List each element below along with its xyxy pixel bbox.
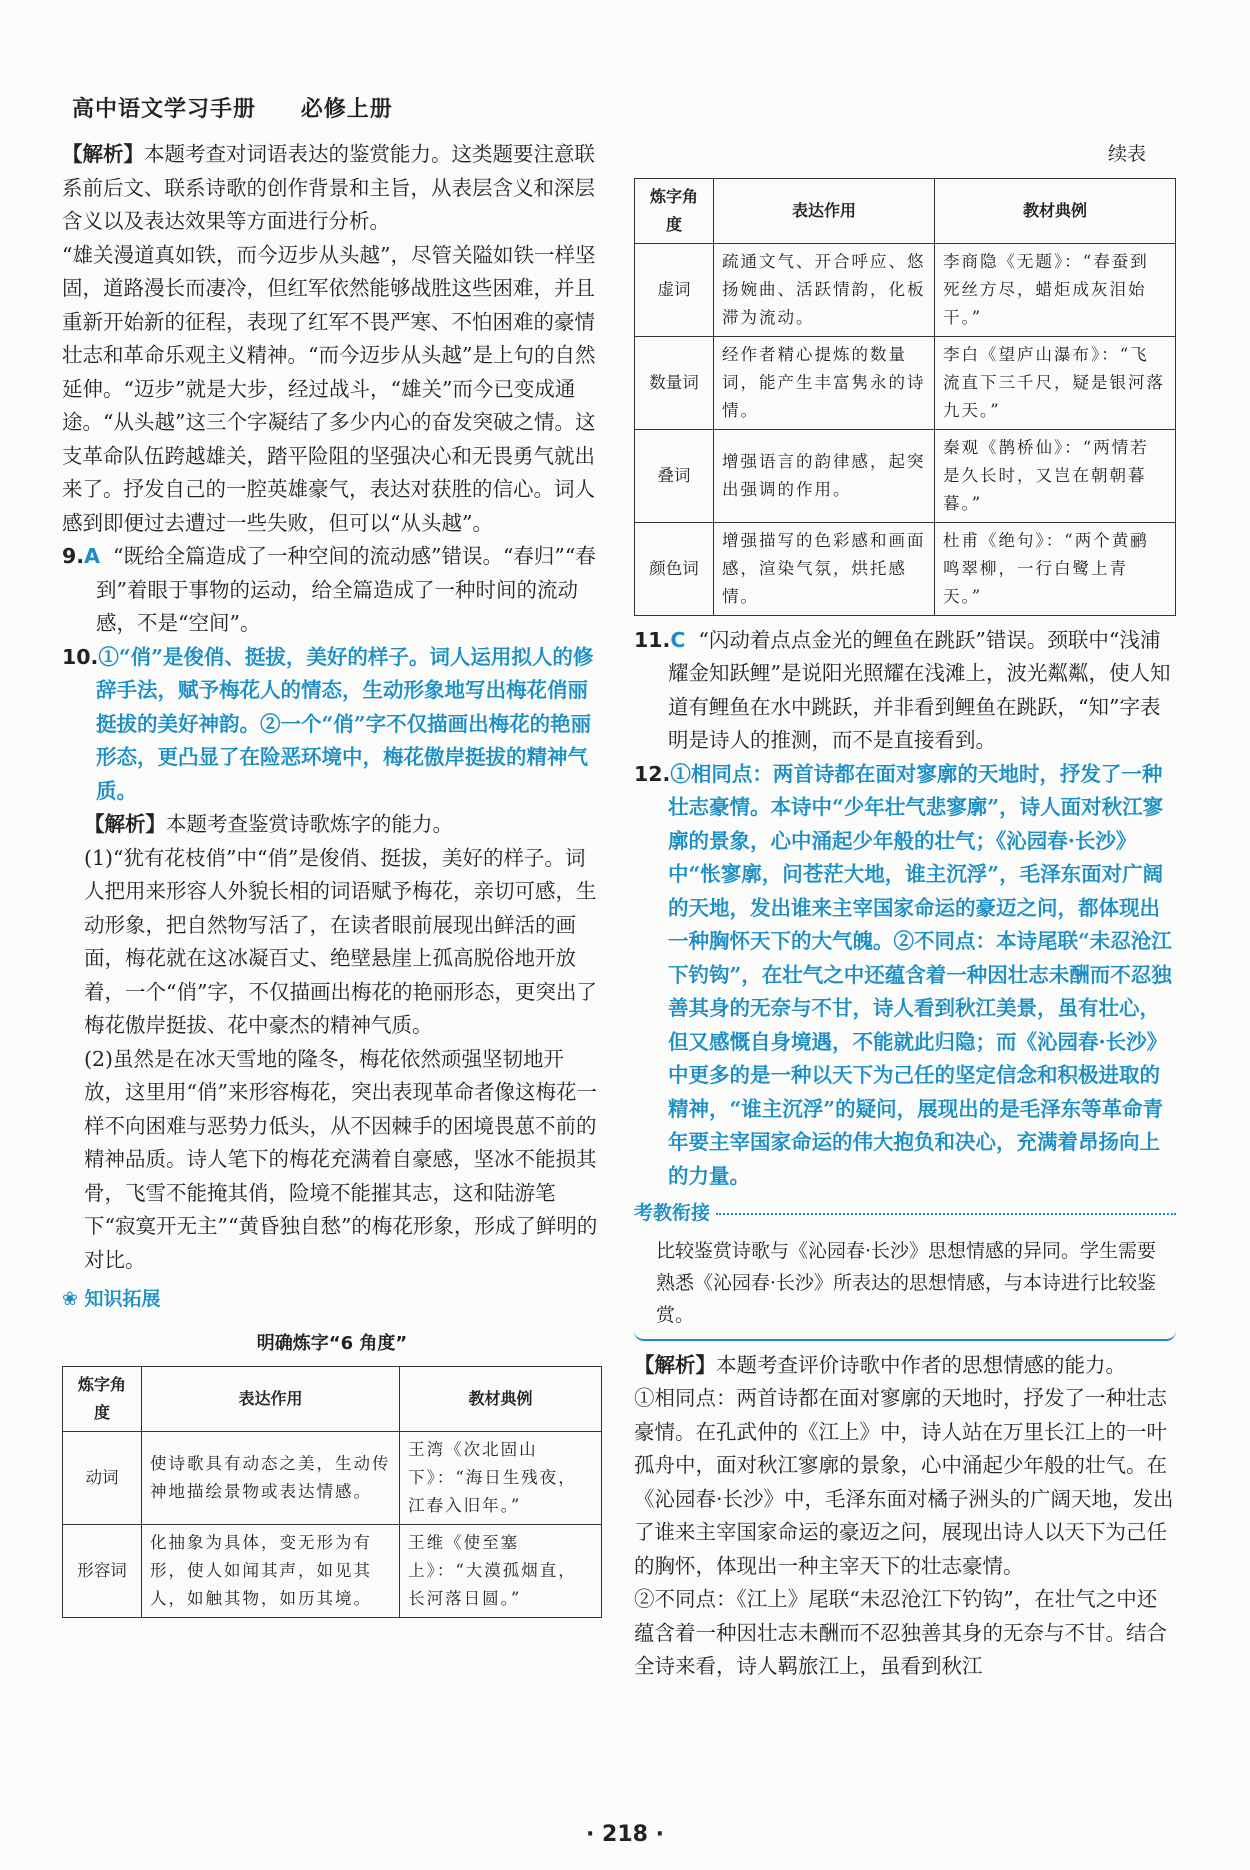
angle-cell: 动词 <box>63 1432 142 1525</box>
table-header-cell: 炼字角度 <box>635 178 714 243</box>
table-row <box>635 522 1176 615</box>
angle-cell: 颜色词 <box>635 522 714 615</box>
lianzi-table <box>62 1366 602 1618</box>
table-title: 明确炼字“6 角度” <box>256 1332 408 1354</box>
angle-cell: 叠词 <box>635 429 714 522</box>
example-cell: 王维《使至塞上》：“大漠孤烟直，长河落日圆。” <box>400 1525 602 1618</box>
table-header-row <box>635 178 1176 243</box>
knowledge-extension-label: 知识拓展 <box>84 1288 161 1310</box>
effect-cell: 增强语言的韵律感，起突出强调的作用。 <box>714 429 935 522</box>
q10-analysis-point-1: (1)“犹有花枝俏”中“俏”是俊俏、挺拔，美好的样子。词人把用来形容人外貌长相的词语赋予梅花，亲切可感，生动形象，把自然物写活了，在读者眼前展现出鲜活的画面，梅花就在这冰凝百丈、绝壁悬崖上孤高脱俗地开放着，一个“俏”字，不仅描画出梅花的艳丽形态，更突出了梅花傲岸挺拔、花中豪杰的精神气质。 <box>84 845 597 1037</box>
example-cell: 秦观《鹊桥仙》：“两情若是久长时，又岂在朝朝暮暮。” <box>935 429 1176 522</box>
book-title: 高中语文学习手册 <box>72 97 257 122</box>
kaojiao-text: 比较鉴赏诗歌与《沁园春·长沙》思想情感的异同。学生需要熟悉《沁园春·长沙》所表达的思想情感，与本诗进行比较鉴赏。 <box>656 1239 1157 1326</box>
analysis-text: 本题考查评价诗歌中作者的思想情感的能力。 <box>716 1352 1126 1377</box>
page-number: · 218 · <box>586 1822 664 1847</box>
table-row <box>635 243 1176 336</box>
fan-icon: ❀ <box>62 1288 78 1310</box>
table-header-cell: 表达作用 <box>142 1367 400 1432</box>
angle-cell: 虚词 <box>635 243 714 336</box>
angle-cell: 形容词 <box>63 1525 142 1618</box>
q10-analysis-point-2: (2)虽然是在冰天雪地的隆冬，梅花依然顽强坚韧地开放，这里用“俏”来形容梅花，突出表现革命者像这梅花一样不向困难与恶势力低头，从不因棘手的困境畏葸不前的精神品质。诗人笔下的梅花充满着自豪感，坚冰不能损其骨，飞雪不能掩其俏，险境不能摧其志，这和陆游笔下“寂寞开无主”“黄昏独自愁”的梅花形象，形成了鲜明的对比。 <box>84 1046 598 1272</box>
question-number: 10. <box>62 644 99 669</box>
q10-analysis <box>62 808 602 842</box>
q12-analysis-point-1: ①相同点：两首诗都在面对寥廓的天地时，抒发了一种壮志豪情。在孔武仲的《江上》中，诗人站在万里长江上的一叶孤舟中，面对秋江寥廓的景象，心中涌起少年般的壮气。在《沁园春·长沙》中，毛泽东面对橘子洲头的广阔天地，发出了谁来主宰国家命运的豪迈之问，展现出诗人以天下为己任的胸怀，体现出一种主宰天下的壮志豪情。 <box>634 1386 1174 1578</box>
question-12 <box>634 758 1176 1194</box>
volume-title: 必修上册 <box>300 97 393 122</box>
effect-cell: 经作者精心提炼的数量词，能产生丰富隽永的诗情。 <box>714 336 935 429</box>
example-cell: 李商隐《无题》：“春蚕到死丝方尽，蜡炬成灰泪始干。” <box>935 243 1176 336</box>
effect-cell: 化抽象为具体，变无形为有形，使人如闻其声，如见其人，如触其物，如历其境。 <box>142 1525 400 1618</box>
answer-text: “闪动着点点金光的鲤鱼在跳跃”错误。颈联中“浅浦耀金知跃鲤”是说阳光照耀在浅滩上，波光粼粼，使人知道有鲤鱼在水中跳跃，并非看到鲤鱼在跳跃，“知”字表明是诗人的推测，而不是直接看到。 <box>668 627 1171 752</box>
lianzi-table-continued <box>634 178 1176 616</box>
question-11 <box>634 624 1176 758</box>
effect-cell: 疏通文气、开合呼应、悠扬婉曲、活跃情韵，化板滞为流动。 <box>714 243 935 336</box>
analysis-paragraph-2: “雄关漫道真如铁，而今迈步从头越”，尽管关隘如铁一样坚固，道路漫长而凄冷，但红军依然能够战胜这些困难，并且重新开始新的征程，表现了红军不畏严寒、不怕困难的豪情壮志和革命乐观主义精神。“而今迈步从头越”是上句的自然延伸。“迈步”就是大步，经过战斗，“雄关”而今已变成通途。“从头越”这三个字凝结了多少内心的奋发突破之情。这支革命队伍跨越雄关，踏平险阻的坚强决心和无畏勇气就出来了。抒发自己的一腔英雄豪气，表达对获胜的信心。词人感到即便过去遭过一些失败，但可以“从头越”。 <box>62 242 596 535</box>
analysis-label: 【解析】 <box>62 142 144 166</box>
continued-label: 续表 <box>1107 143 1146 165</box>
effect-cell: 使诗歌具有动态之美，生动传神地描绘景物或表达情感。 <box>142 1432 400 1525</box>
example-cell: 杜甫《绝句》：“两个黄鹂鸣翠柳，一行白鹭上青天。” <box>935 522 1176 615</box>
question-10 <box>62 641 602 809</box>
answer-letter: C <box>670 627 686 652</box>
analysis-paragraph <box>62 138 602 239</box>
right-column <box>634 138 1176 1684</box>
knowledge-extension-heading <box>62 1283 602 1317</box>
table-header-cell: 教材典例 <box>935 178 1176 243</box>
question-9 <box>62 540 602 641</box>
example-cell: 李白《望庐山瀑布》：“飞流直下三千尺，疑是银河落九天。” <box>935 336 1176 429</box>
q12-analysis <box>634 1349 1176 1383</box>
table-header-cell: 炼字角度 <box>63 1367 142 1432</box>
table-row <box>63 1432 602 1525</box>
question-number: 11. <box>634 627 671 652</box>
kaojiao-heading <box>634 1197 1176 1231</box>
example-cell: 王湾《次北固山下》：“海日生残夜，江春入旧年。” <box>400 1432 602 1525</box>
analysis-label: 【解析】 <box>84 812 166 836</box>
question-number: 9. <box>62 544 85 568</box>
table-row <box>63 1525 602 1618</box>
kaojiao-label: 考教衔接 <box>634 1202 711 1224</box>
table-header-row <box>63 1367 602 1432</box>
analysis-label: 【解析】 <box>634 1352 716 1377</box>
analysis-text: 本题考查对词语表达的鉴赏能力。这类题要注意联系前后文、联系诗歌的创作背景和主旨，从表层含义和深层含义以及表达效果等方面进行分析。 <box>62 142 595 233</box>
answer-text: ①相同点：两首诗都在面对寥廓的天地时，抒发了一种壮志豪情。本诗中“少年壮气悲寥廓”，诗人面对秋江寥廓的景象，心中涌起少年般的壮气；《沁园春·长沙》中“怅寥廓，问苍茫大地，谁主沉浮”，毛泽东面对广阔的天地，发出谁来主宰国家命运的豪迈之问，都体现出一种胸怀天下的大气魄。②不同点：本诗尾联“未忍沧江下钓钩”，在壮气之中还蕴含着一种因壮志未酬而不忍独善其身的无奈与不甘，诗人看到秋江美景，虽有壮心，但又感慨自身境遇，不能就此归隐；而《沁园春·长沙》中更多的是一种以天下为己任的坚定信念和积极进取的精神，“谁主沉浮”的疑问，展现出的是毛泽东等革命青年要主宰国家命运的伟大抱负和决心，充满着昂扬向上的力量。 <box>668 761 1172 1188</box>
effect-cell: 增强描写的色彩感和画面感，渲染气氛，烘托感情。 <box>714 522 935 615</box>
running-header <box>72 92 429 123</box>
angle-cell: 数量词 <box>635 336 714 429</box>
table-header-cell: 教材典例 <box>400 1367 602 1432</box>
question-number: 12. <box>634 761 671 786</box>
analysis-text: 本题考查鉴赏诗歌炼字的能力。 <box>166 812 453 836</box>
left-column <box>62 138 602 1618</box>
table-row <box>635 429 1176 522</box>
kaojiao-box <box>634 1231 1176 1341</box>
table-header-cell: 表达作用 <box>714 178 935 243</box>
table-row <box>635 336 1176 429</box>
answer-letter: A <box>84 544 100 568</box>
answer-text: “既给全篇造成了一种空间的流动感”错误。“春归”“春到”着眼于事物的运动，给全篇造成了一种时间的流动感，不是“空间”。 <box>96 544 596 635</box>
answer-text: ①“俏”是俊俏、挺拔，美好的样子。词人运用拟人的修辞手法，赋予梅花人的情态，生动形象地写出梅花俏丽挺拔的美好神韵。②一个“俏”字不仅描画出梅花的艳丽形态，更凸显了在险恶环境中，梅花傲岸挺拔的精神气质。 <box>96 644 594 803</box>
q12-analysis-point-2: ②不同点：《江上》尾联“未忍沧江下钓钩”，在壮气之中还蕴含着一种因壮志未酬而不忍独善其身的无奈与不甘。结合全诗来看，诗人羁旅江上，虽看到秋江 <box>634 1587 1167 1678</box>
